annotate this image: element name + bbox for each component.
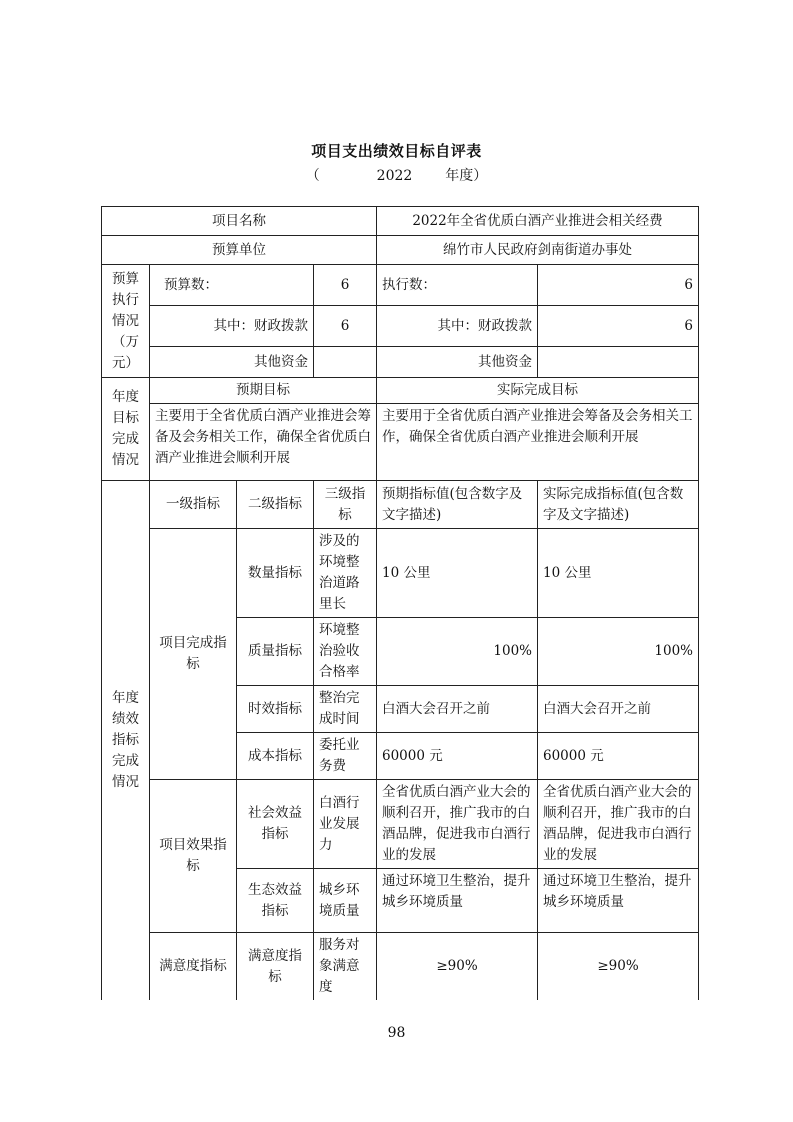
level2-cell: 社会效益指标 bbox=[237, 780, 314, 869]
fiscal-value-exec: 6 bbox=[538, 306, 699, 347]
fiscal-row bbox=[102, 306, 699, 347]
budget-unit-label: 预算单位 bbox=[102, 236, 377, 265]
budget-unit-row bbox=[102, 236, 699, 265]
level1-cell: 满意度指标 bbox=[150, 933, 237, 1001]
level3-cell: 委托业务费 bbox=[314, 733, 377, 780]
level1-cell: 项目完成指标 bbox=[150, 529, 237, 780]
expected-value-cell: 100% bbox=[377, 618, 538, 686]
budget-unit-value: 绵竹市人民政府剑南街道办事处 bbox=[377, 236, 699, 265]
evaluation-table bbox=[101, 206, 699, 1000]
fiscal-value-budget: 6 bbox=[314, 306, 377, 347]
budget-value: 6 bbox=[314, 265, 377, 306]
annual-goal-section-label: 年度目标完成情况 bbox=[102, 378, 150, 481]
actual-value-cell: 通过环境卫生整治，提升城乡环境质量 bbox=[538, 869, 699, 933]
budget-label: 预算数： bbox=[150, 265, 314, 306]
level2-cell: 成本指标 bbox=[237, 733, 314, 780]
expected-goal-text: 主要用于全省优质白酒产业推进会筹备及会务相关工作，确保全省优质白酒产业推进会顺利开展 bbox=[150, 404, 377, 481]
level3-cell: 整治完成时间 bbox=[314, 686, 377, 733]
page-number: 98 bbox=[387, 1025, 406, 1041]
expected-value-cell: 通过环境卫生整治，提升城乡环境质量 bbox=[377, 869, 538, 933]
year-value: 2022 bbox=[376, 168, 413, 184]
form-title: 项目支出绩效目标自评表 bbox=[311, 142, 482, 160]
indicator-section-label: 年度绩效指标完成情况 bbox=[102, 481, 150, 1001]
project-name-label: 项目名称 bbox=[102, 207, 377, 236]
level3-cell: 白酒行业发展力 bbox=[314, 780, 377, 869]
indicator-header-row bbox=[102, 481, 699, 529]
exec-value: 6 bbox=[538, 265, 699, 306]
actual-value-header: 实际完成指标值(包含数字及文字描述) bbox=[538, 481, 699, 529]
level3-header: 三级指标 bbox=[314, 481, 377, 529]
expected-value-header: 预期指标值(包含数字及文字描述) bbox=[377, 481, 538, 529]
annual-goal-text-row bbox=[102, 404, 699, 481]
level2-cell: 满意度指标 bbox=[237, 933, 314, 1001]
level1-cell: 项目效果指标 bbox=[150, 780, 237, 933]
expected-value-cell: ≥90% bbox=[377, 933, 538, 1001]
actual-value-cell: 白酒大会召开之前 bbox=[538, 686, 699, 733]
other-funds-row bbox=[102, 347, 699, 378]
year-suffix: 年度） bbox=[445, 168, 488, 184]
level3-cell: 服务对象满意度 bbox=[314, 933, 377, 1001]
level1-header: 一级指标 bbox=[150, 481, 237, 529]
expected-goal-header: 预期目标 bbox=[150, 378, 377, 404]
exec-label: 执行数： bbox=[377, 265, 538, 306]
actual-value-cell: 100% bbox=[538, 618, 699, 686]
other-funds-label-exec: 其他资金 bbox=[377, 347, 538, 378]
expected-value-cell: 10 公里 bbox=[377, 529, 538, 618]
level3-cell: 环境整治验收合格率 bbox=[314, 618, 377, 686]
expected-value-cell: 60000 元 bbox=[377, 733, 538, 780]
budget-row bbox=[102, 265, 699, 306]
actual-value-cell: ≥90% bbox=[538, 933, 699, 1001]
level2-cell: 质量指标 bbox=[237, 618, 314, 686]
actual-value-cell: 10 公里 bbox=[538, 529, 699, 618]
year-line bbox=[0, 165, 793, 185]
table-row bbox=[102, 780, 699, 869]
project-name-row bbox=[102, 207, 699, 236]
fiscal-label-exec: 其中：财政拨款 bbox=[377, 306, 538, 347]
project-name-value: 2022年全省优质白酒产业推进会相关经费 bbox=[377, 207, 699, 236]
level2-cell: 生态效益指标 bbox=[237, 869, 314, 933]
expected-value-cell: 白酒大会召开之前 bbox=[377, 686, 538, 733]
other-funds-label-budget: 其他资金 bbox=[150, 347, 314, 378]
level2-cell: 时效指标 bbox=[237, 686, 314, 733]
budget-section-label: 预算执行情况（万元） bbox=[102, 265, 150, 378]
actual-value-cell: 60000 元 bbox=[538, 733, 699, 780]
year-open-paren: （ bbox=[305, 168, 320, 184]
level2-header: 二级指标 bbox=[237, 481, 314, 529]
level2-cell: 数量指标 bbox=[237, 529, 314, 618]
table-row bbox=[102, 529, 699, 618]
actual-value-cell: 全省优质白酒产业大会的顺利召开，推广我市的白酒品牌，促进我市白酒行业的发展 bbox=[538, 780, 699, 869]
level3-cell: 城乡环境质量 bbox=[314, 869, 377, 933]
expected-value-cell: 全省优质白酒产业大会的顺利召开，推广我市的白酒品牌，促进我市白酒行业的发展 bbox=[377, 780, 538, 869]
evaluation-table-container bbox=[101, 206, 698, 1000]
other-funds-value-budget bbox=[314, 347, 377, 378]
actual-goal-header: 实际完成目标 bbox=[377, 378, 699, 404]
table-row bbox=[102, 933, 699, 1001]
other-funds-value-exec bbox=[538, 347, 699, 378]
annual-goal-header-row bbox=[102, 378, 699, 404]
actual-goal-text: 主要用于全省优质白酒产业推进会筹备及会务相关工作，确保全省优质白酒产业推进会顺利开展 bbox=[377, 404, 699, 481]
level3-cell: 涉及的环境整治道路里长 bbox=[314, 529, 377, 618]
fiscal-label-budget: 其中：财政拨款 bbox=[150, 306, 314, 347]
